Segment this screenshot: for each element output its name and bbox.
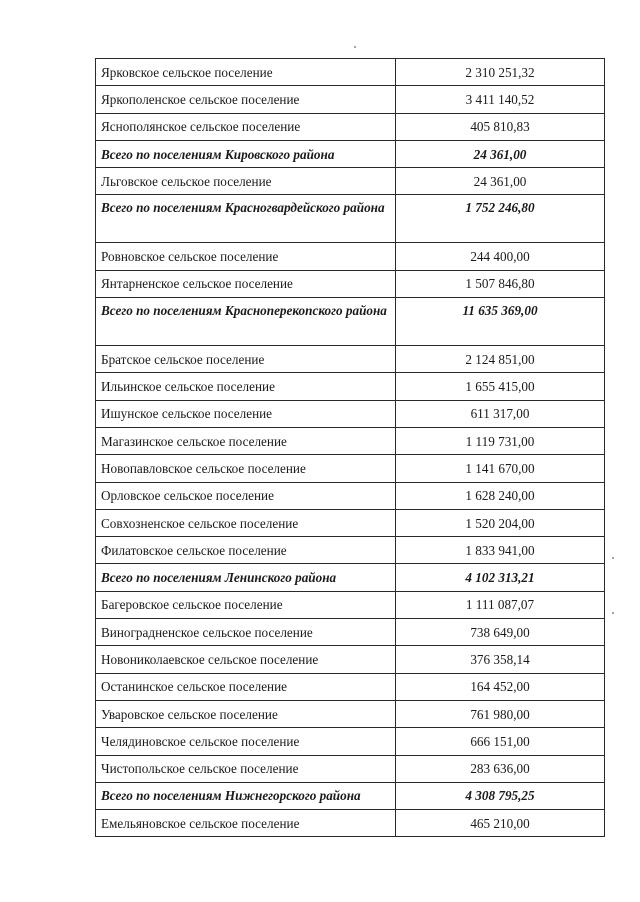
- settlement-name: Останинское сельское поселение: [96, 673, 396, 700]
- settlement-amount: 1 520 204,00: [396, 509, 605, 536]
- settlement-amount: 244 400,00: [396, 243, 605, 270]
- table-row: [96, 619, 605, 646]
- district-total-label: Всего по поселениям Красногвардейского района: [96, 195, 396, 243]
- table-total-row: [96, 782, 605, 809]
- table-row: [96, 700, 605, 727]
- district-total-amount: 4 102 313,21: [396, 564, 605, 591]
- settlement-name: Новониколаевское сельское поселение: [96, 646, 396, 673]
- settlement-amount: 1 833 941,00: [396, 537, 605, 564]
- settlement-name: Яркополенское сельское поселение: [96, 86, 396, 113]
- settlement-amount: 1 111 087,07: [396, 591, 605, 618]
- settlement-name: Ильинское сельское поселение: [96, 373, 396, 400]
- settlement-amount: 611 317,00: [396, 400, 605, 427]
- settlement-name: Виноградненское сельское поселение: [96, 619, 396, 646]
- table-row: [96, 537, 605, 564]
- table-row: [96, 168, 605, 195]
- settlement-name: Орловское сельское поселение: [96, 482, 396, 509]
- table-row: [96, 810, 605, 837]
- settlement-amount: 738 649,00: [396, 619, 605, 646]
- table-row: [96, 346, 605, 373]
- settlement-name: Уваровское сельское поселение: [96, 700, 396, 727]
- settlement-amount: 2 124 851,00: [396, 346, 605, 373]
- settlement-name: Магазинское сельское поселение: [96, 427, 396, 454]
- settlement-amount: 1 628 240,00: [396, 482, 605, 509]
- table-row: [96, 728, 605, 755]
- settlement-amount: 465 210,00: [396, 810, 605, 837]
- table-row: [96, 482, 605, 509]
- settlement-name: Льговское сельское поселение: [96, 168, 396, 195]
- settlement-name: Ровновское сельское поселение: [96, 243, 396, 270]
- settlement-name: Совхозненское сельское поселение: [96, 509, 396, 536]
- district-total-amount: 24 361,00: [396, 140, 605, 167]
- settlement-amount: 761 980,00: [396, 700, 605, 727]
- table-total-row: [96, 564, 605, 591]
- table-total-row: [96, 195, 605, 243]
- table-row: [96, 591, 605, 618]
- district-total-amount: 1 752 246,80: [396, 195, 605, 243]
- table-total-row: [96, 140, 605, 167]
- settlement-amount: 1 655 415,00: [396, 373, 605, 400]
- table-row: [96, 673, 605, 700]
- settlement-amount: 666 151,00: [396, 728, 605, 755]
- settlement-amount: 2 310 251,32: [396, 59, 605, 86]
- settlement-name: Ярковское сельское поселение: [96, 59, 396, 86]
- settlement-name: Янтарненское сельское поселение: [96, 270, 396, 297]
- table-row: [96, 373, 605, 400]
- settlements-table: [95, 58, 605, 837]
- district-total-label: Всего по поселениям Ленинского района: [96, 564, 396, 591]
- settlement-amount: 164 452,00: [396, 673, 605, 700]
- table-row: [96, 455, 605, 482]
- settlement-name: Челядиновское сельское поселение: [96, 728, 396, 755]
- settlement-name: Багеровское сельское поселение: [96, 591, 396, 618]
- settlement-name: Филатовское сельское поселение: [96, 537, 396, 564]
- settlement-name: Емельяновское сельское поселение: [96, 810, 396, 837]
- table-row: [96, 113, 605, 140]
- table-row: [96, 755, 605, 782]
- table-body: [96, 59, 605, 837]
- table-row: [96, 243, 605, 270]
- settlement-amount: 1 141 670,00: [396, 455, 605, 482]
- scan-speck: [354, 46, 356, 48]
- scan-speck: [612, 612, 614, 614]
- table-row: [96, 427, 605, 454]
- settlement-amount: 3 411 140,52: [396, 86, 605, 113]
- settlement-amount: 376 358,14: [396, 646, 605, 673]
- settlement-amount: 24 361,00: [396, 168, 605, 195]
- table-row: [96, 509, 605, 536]
- table-total-row: [96, 298, 605, 346]
- table-row: [96, 400, 605, 427]
- district-total-label: Всего по поселениям Нижнегорского района: [96, 782, 396, 809]
- settlement-amount: 1 507 846,80: [396, 270, 605, 297]
- settlement-name: Чистопольское сельское поселение: [96, 755, 396, 782]
- settlement-amount: 283 636,00: [396, 755, 605, 782]
- table-row: [96, 270, 605, 297]
- settlement-name: Братское сельское поселение: [96, 346, 396, 373]
- settlement-name: Яснополянское сельское поселение: [96, 113, 396, 140]
- table-row: [96, 59, 605, 86]
- district-total-amount: 4 308 795,25: [396, 782, 605, 809]
- district-total-label: Всего по поселениям Красноперекопского района: [96, 298, 396, 346]
- table-row: [96, 86, 605, 113]
- table-row: [96, 646, 605, 673]
- district-total-label: Всего по поселениям Кировского района: [96, 140, 396, 167]
- scan-speck: [612, 557, 614, 559]
- settlement-amount: 1 119 731,00: [396, 427, 605, 454]
- settlement-name: Ишунское сельское поселение: [96, 400, 396, 427]
- district-total-amount: 11 635 369,00: [396, 298, 605, 346]
- settlement-amount: 405 810,83: [396, 113, 605, 140]
- settlement-name: Новопавловское сельское поселение: [96, 455, 396, 482]
